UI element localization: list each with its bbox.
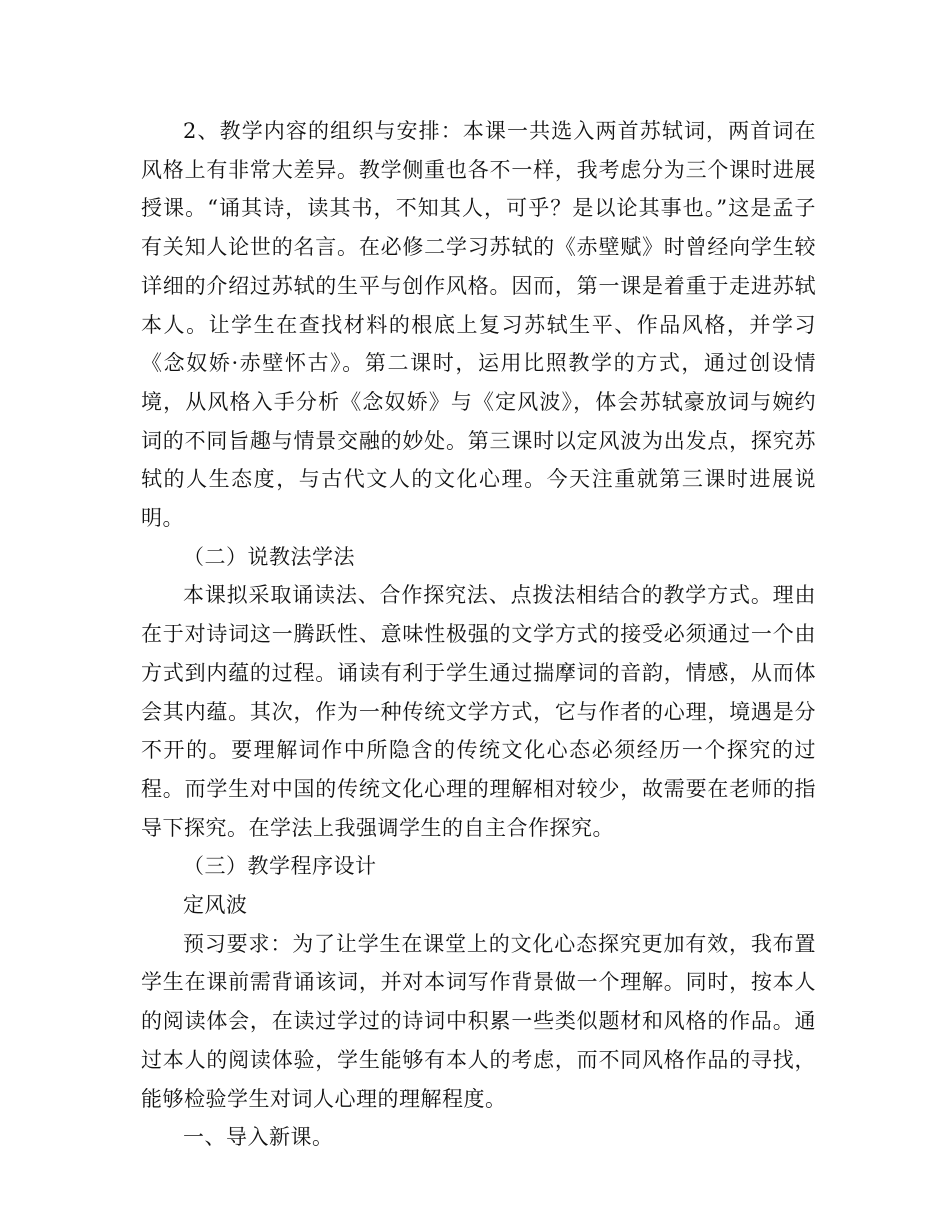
paragraph-teaching-content: 2、教学内容的组织与安排：本课一共选入两首苏轼词，两首词在风格上有非常大差异。教学侧重也各不一样，我考虑分为三个课时进展授课。“诵其诗，读其书，不知其人，可乎？是以论其事也。”这是孟子有关知人论世的名言。在必修二学习苏轼的《赤壁赋》时曾经向学生较详细的介绍过苏轼的生平与创作风格。因而，第一课是着重于走进苏轼本人。让学生在查找材料的根底上复习苏轼生平、作品风格，并学习《念奴娇·赤壁怀古》。第二课时，运用比照教学的方式，通过创设情境，从风格入手分析《念奴娇》与《定风波》，体会苏轼豪放词与婉约词的不同旨趣与情景交融的妙处。第三课时以定风波为出发点，探究苏轼的人生态度，与古代文人的文化心理。今天注重就第三课时进展说明。 [141, 119, 816, 531]
paragraph-preview-requirements: 预习要求：为了让学生在课堂上的文化心态探究更加有效，我布置学生在课前需背诵该词，并对本词写作背景做一个理解。同时，按本人的阅读体会，在读过学过的诗词中积累一些类似题材和风格的作品。通过本人的阅读体验，学生能够有本人的考虑，而不同风格作品的寻找，能够检验学生对词人心理的理解程度。 [141, 931, 816, 1111]
paragraph-teaching-methods: 本课拟采取诵读法、合作探究法、点拨法相结合的教学方式。理由在于对诗词这一腾跃性、意味性极强的文学方式的接受必须通过一个由方式到内蕴的过程。诵读有利于学生通过揣摩词的音韵，情感，从而体会其内蕴。其次，作为一种传统文学方式，它与作者的心理，境遇是分不开的。要理解词作中所隐含的传统文化心态必须经历一个探究的过程。而学生对中国的传统文化心理的理解相对较少，故需要在老师的指导下探究。在学法上我强调学生的自主合作探究。 [141, 583, 816, 840]
heading-program-design: （三）教学程序设计 [183, 854, 377, 879]
heading-introduce-lesson: 一、导入新课。 [183, 1125, 334, 1150]
document-body [141, 112, 816, 1157]
heading-poem-title: 定风波 [183, 893, 248, 918]
heading-teaching-methods: （二）说教法学法 [183, 544, 355, 569]
